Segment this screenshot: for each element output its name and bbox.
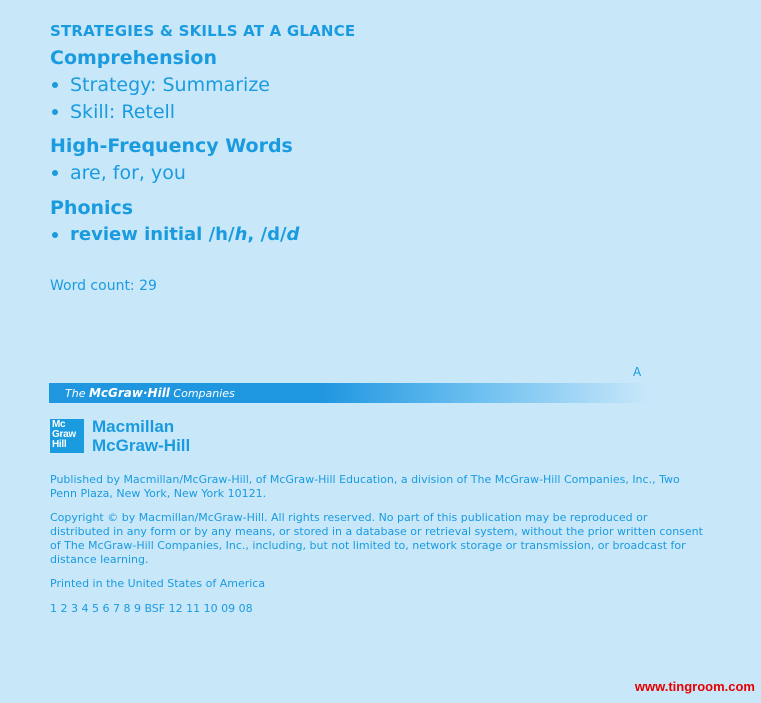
word-count: Word count: 29 [50, 278, 157, 294]
list-item [50, 224, 299, 245]
page-heading: STRATEGIES & SKILLS AT A GLANCE [50, 22, 356, 40]
published-notice: Published by Macmillan/McGraw-Hill, of McGraw-Hill Education, a division of The McGraw-Hill Companies, Inc., Two Penn Plaza, New York, New York 10121. [50, 473, 680, 500]
bullet-icon [52, 109, 58, 115]
print-numbers: 1 2 3 4 5 6 7 8 9 BSF 12 11 10 09 08 [50, 602, 253, 615]
high-frequency-item: are, for, you [70, 162, 186, 184]
publisher-bar-text: The McGraw·Hill Companies [65, 386, 235, 400]
list-item [50, 74, 270, 96]
phonics-title: Phonics [50, 197, 134, 219]
high-frequency-title: High-Frequency Words [50, 135, 293, 157]
printed-notice: Printed in the United States of America [50, 577, 266, 590]
comprehension-title: Comprehension [50, 47, 217, 69]
comprehension-item-strategy: Strategy: Summarize [70, 74, 270, 96]
watermark: www.tingroom.com [634, 679, 755, 694]
bullet-icon [52, 232, 58, 238]
bullet-icon [52, 82, 58, 88]
publisher-name: Macmillan McGraw-Hill [92, 417, 191, 455]
copyright-notice: Copyright © by Macmillan/McGraw-Hill. All rights reserved. No part of this publication may be reproduced or distributed in any form or by any means, or stored in a database or retrieval system, without the prior written consent of The McGraw-Hill Companies, Inc., including, but not limited to, network storage or transmission, or broadcast for distance learning. [50, 511, 703, 566]
mcgraw-hill-logo-icon: Mc Graw Hill [50, 419, 84, 453]
level-marker: A [633, 365, 642, 379]
list-item [50, 162, 186, 184]
publisher-bar [49, 383, 648, 403]
comprehension-item-skill: Skill: Retell [70, 101, 176, 123]
list-item [50, 101, 175, 123]
bullet-icon [52, 170, 58, 176]
phonics-item: review initial /h/h, /d/d [70, 224, 300, 245]
